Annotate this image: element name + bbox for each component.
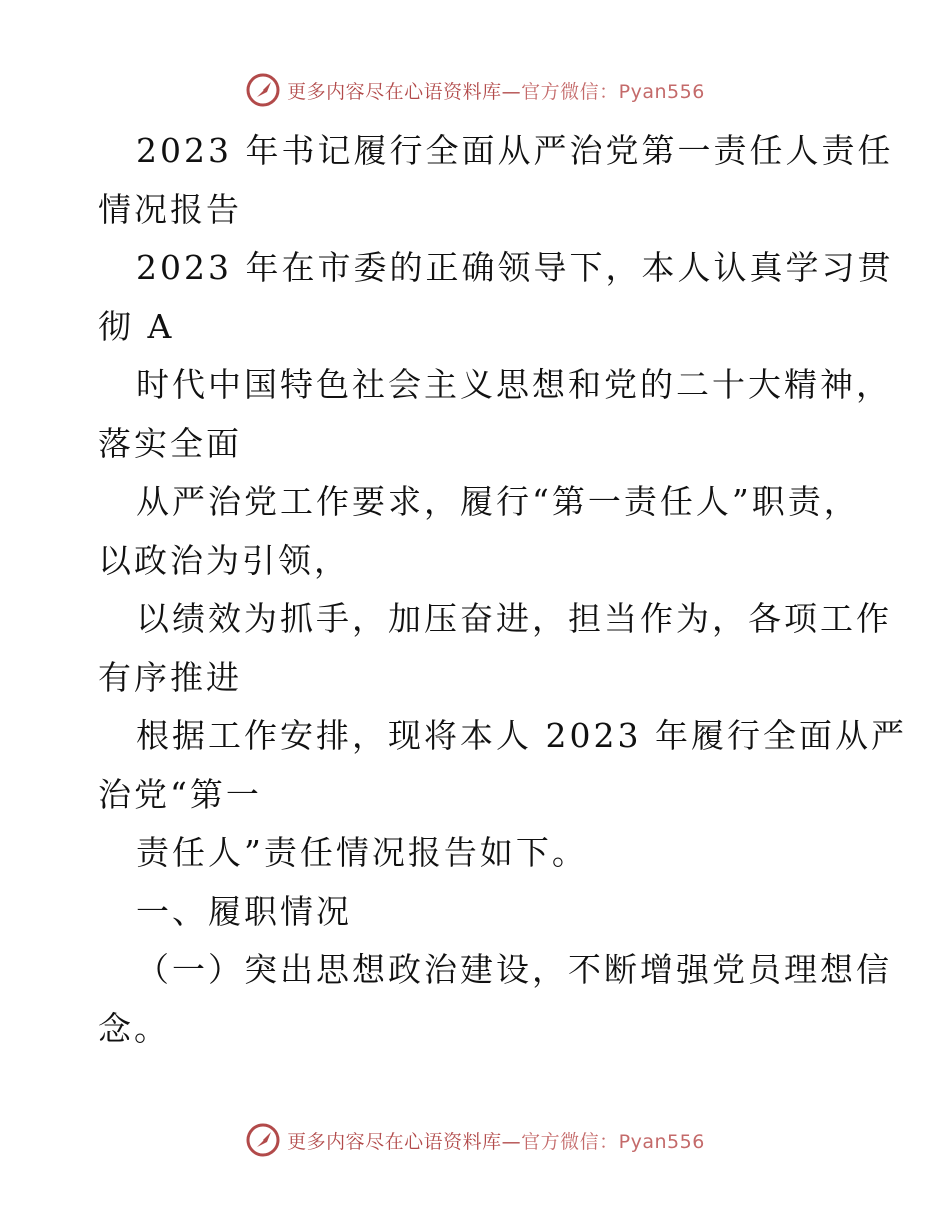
watermark-text: 更多内容尽在心语资料库—官方微信：Pyan556: [287, 80, 705, 103]
document-line: 有序推进: [98, 657, 242, 697]
document-line: 落实全面: [98, 423, 242, 463]
document-line: 一、履职情况: [136, 891, 352, 931]
document-line: 根据工作安排，现将本人 2023 年履行全面从严: [136, 716, 907, 755]
document-line: 以绩效为抓手，加压奋进，担当作为，各项工作: [136, 599, 892, 638]
document-line: 2023 年在市委的正确领导下，本人认真学习贯: [136, 248, 894, 287]
document-line: （一）突出思想政治建设，不断增强党员理想信: [136, 950, 892, 989]
document-line: 责任人”责任情况报告如下。: [136, 833, 588, 872]
quill-pen-logo-icon: [245, 72, 281, 108]
document-line: 以政治为引领，: [98, 540, 350, 580]
document-line: 念。: [98, 1008, 170, 1048]
footer-watermark: [0, 1120, 950, 1160]
document-line: 情况报告: [98, 189, 242, 229]
header-watermark: [0, 70, 950, 110]
watermark-text: 更多内容尽在心语资料库—官方微信：Pyan556: [287, 1130, 705, 1153]
document-line: 治党“第一: [98, 774, 262, 814]
document-line: 彻 A: [98, 306, 175, 346]
document-line: 2023 年书记履行全面从严治党第一责任人责任: [136, 131, 894, 170]
document-line: 从严治党工作要求，履行“第一责任人”职责，: [136, 482, 860, 521]
document-line: 时代中国特色社会主义思想和党的二十大精神，: [136, 365, 892, 404]
quill-pen-logo-icon: [245, 1122, 281, 1158]
document-body: [98, 122, 907, 1058]
